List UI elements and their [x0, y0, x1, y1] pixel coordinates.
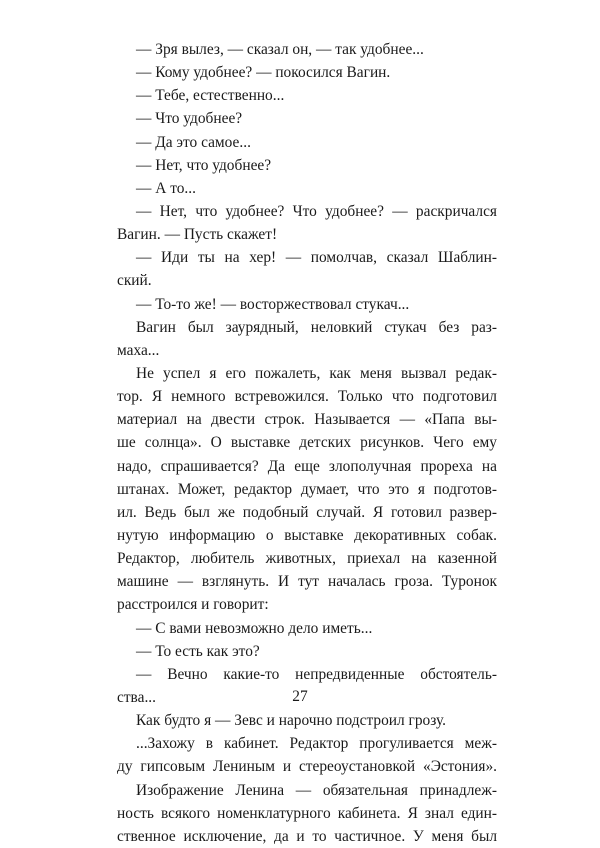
text-line: — Кому удобнее? — покосился Вагин. — [136, 64, 391, 82]
text-line: Изображение Ленина — обязательная принадлеж- — [136, 781, 497, 799]
text-line: штанах. Может, редактор думает, что это я подготов- — [117, 480, 497, 498]
text-line: — Иди ты на хер! — помолчав, сказал Шаблин- — [136, 249, 497, 267]
text-line: — Да это самое... — [136, 133, 251, 151]
page-number: 27 — [292, 688, 308, 705]
text-line: — То-то же! — восторжествовал стукач... — [136, 295, 410, 313]
text-line: — Тебе, естественно... — [136, 87, 285, 105]
text-line: ский. — [117, 272, 152, 290]
text-line: расстроился и говорит: — [117, 596, 269, 614]
text-line: материал на двести строк. Называется — «Папа вы- — [117, 411, 497, 429]
text-line: — Зря вылез, — сказал он, — так удобнее... — [136, 41, 424, 58]
text-line: — А то... — [136, 179, 196, 197]
text-line: — С вами невозможно дело иметь... — [136, 619, 373, 637]
text-line: Как будто я — Зевс и нарочно подстроил грозу. — [136, 712, 446, 730]
text-line: — Нет, что удобнее? — [136, 156, 272, 174]
text-line: ства... — [117, 688, 156, 706]
text-line: нутую информацию о выставке декоративных собак. — [117, 526, 497, 544]
text-line: — Вечно какие-то непредвиденные обстоятель- — [136, 665, 497, 683]
text-line: машине — взглянуть. И тут началась гроза. Туронок — [117, 573, 497, 591]
text-line: ше солнца». О выставке детских рисунков. Чего ему — [117, 434, 497, 452]
text-line: — Нет, что удобнее? Что удобнее? — раскричался — [136, 202, 497, 220]
text-line: ду гипсовым Лениным и стереоустановкой «Эстония». — [117, 758, 497, 776]
text-line: Редактор, любитель животных, приехал на казенной — [117, 550, 497, 568]
text-line: — Что удобнее? — [136, 110, 243, 128]
text-line: Вагин. — Пусть скажет! — [117, 226, 278, 244]
text-line: Вагин был заурядный, неловкий стукач без раз- — [136, 318, 497, 336]
text-line: маха... — [117, 341, 160, 359]
text-line: ...Захожу в кабинет. Редактор прогуливается меж- — [136, 735, 497, 753]
text-line: — То есть как это? — [136, 642, 260, 660]
body-text — [117, 38, 497, 848]
text-line: ственное исключение, да и то частичное. У меня был — [117, 827, 497, 845]
text-line: ил. Ведь был же подобный случай. Я готовил развер- — [117, 503, 497, 521]
text-line: ность всякого номенклатурного кабинета. Я знал един- — [117, 804, 497, 822]
text-line: надо, спрашивается? Да еще злополучная прореха на — [117, 457, 497, 475]
text-line: тор. Я немного встревожился. Только что подготовил — [117, 388, 497, 406]
text-line: Не успел я его пожалеть, как меня вызвал редак- — [136, 364, 497, 382]
